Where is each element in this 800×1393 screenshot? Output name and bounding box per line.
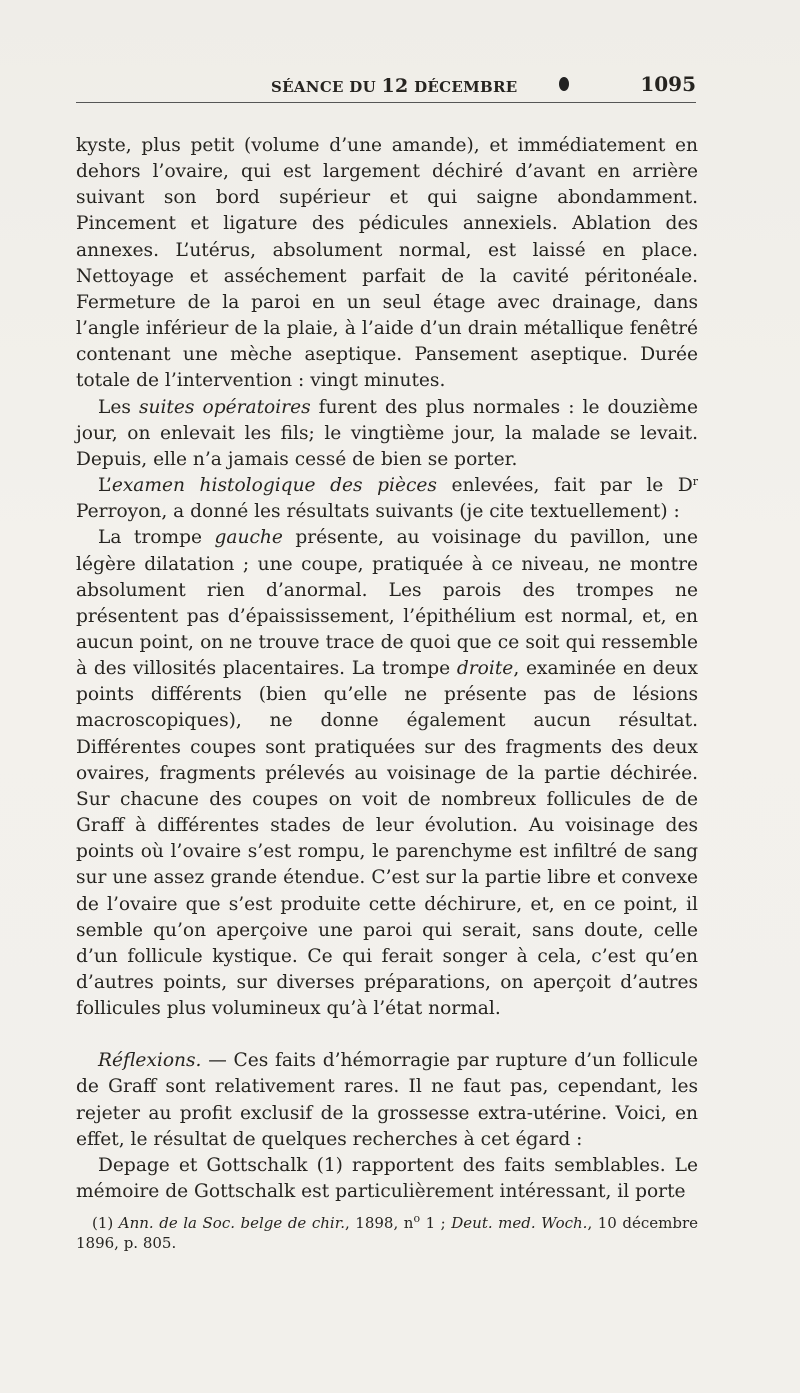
paragraph-4-text-b: présente, au voisinage du pavillon, une légère dilatation ; une coupe, pratiquée à ce niveau, ne montre absolument rien d’anormal. Les parois des trompes ne présentent pas d’épaississement, l’épithélium est normal, et, en aucun point, on ne trouve trace de quoi que ce soit qui ressemble à des villosités placentaires. La trompe — [76, 527, 698, 680]
paragraph-3 — [76, 473, 698, 525]
paragraph-2-emphasis: suites opératoires — [138, 396, 311, 418]
paragraph-5 — [76, 1048, 698, 1153]
paragraph-2-text-b: furent des plus normales : le douzième jour, on enlevait les fils; le vingtième jour, la malade se levait. Depuis, elle n’a jamais cessé de bien se porter. — [76, 396, 698, 470]
header-title — [271, 75, 518, 97]
header-title-pre: SÉANCE DU — [271, 78, 382, 96]
paragraph-3-text-a: L’ — [98, 475, 112, 497]
footnote — [76, 1213, 698, 1253]
body-text — [76, 133, 698, 1205]
paragraph-4-emphasis-2: droite — [456, 658, 514, 680]
paragraph-4-text-a: La trompe — [98, 527, 215, 549]
paragraph-3-text-b: enlevées, fait par le D — [436, 475, 693, 497]
footnote-1 — [76, 1213, 698, 1253]
page-number: 1095 — [640, 72, 696, 96]
footnote-text-c: , 10 décembre 1896, p. 805. — [76, 1214, 698, 1252]
footnote-citation-2: Deut. med. Woch. — [451, 1214, 588, 1232]
paragraph-5-text: — Ces faits d’hémorragie par rupture d’un follicule de Graff sont relativement rares. Il ne faut pas, cependant, les rejeter au profit exclusif de la grossesse extra-utérine. Voici, en effet, le résultat de quelques recherches à cet égard : — [76, 1050, 698, 1150]
header-title-post: DÉCEMBRE — [408, 78, 518, 96]
footnote-citation-1: Ann. de la Soc. belge de chir. — [118, 1214, 345, 1232]
paragraph-3-superscript: r — [692, 475, 698, 489]
header-title-day: 12 — [381, 75, 409, 97]
paragraph-2 — [76, 395, 698, 473]
footnote-superscript: o — [413, 1212, 421, 1225]
footnote-text-b: 1 ; — [420, 1214, 452, 1232]
header-ornament-dot — [559, 77, 569, 91]
paragraph-1: kyste, plus petit (volume d’une amande), et immédiatement en dehors l’ovaire, qui est largement déchiré d’avant en arrière suivant son bord supérieur et qui saigne abondamment. Pincement et ligature des pédicules annexiels. Ablation des annexes. L’utérus, absolument normal, est laissé en place. Nettoyage et asséchement parfait de la cavité péritonéale. Fermeture de la paroi en un seul étage avec drainage, dans l’angle inférieur de la plaie, à l’aide d’un drain métallique fenêtré contenant une mèche aseptique. Pansement aseptique. Durée totale de l’intervention : vingt minutes. — [76, 135, 698, 392]
paragraph-6: Depage et Gottschalk (1) rapportent des faits semblables. Le mémoire de Gottschalk est particulièrement intéressant, il porte — [76, 1154, 698, 1203]
paragraph-5-emphasis: Réflexions. — [98, 1050, 202, 1072]
paragraph-3-emphasis: examen histologique des pièces — [111, 475, 437, 497]
paragraph-4-emphasis-1: gauche — [214, 527, 283, 549]
paragraph-3-text-c: Perroyon, a donné les résultats suivants (je cite textuellement) : — [76, 501, 680, 523]
footnote-marker: (1) — [92, 1214, 119, 1232]
paragraph-4-text-c: , examinée en deux points différents (bien qu’elle ne présente pas de lésions macroscopiques), ne donne également aucun résultat. Différentes coupes sont pratiquées sur des fragments des deux ovaires, fragments prélevés au voisinage de la partie déchirée. Sur chacune des coupes on voit de nombreux follicules de de Graff à différentes stades de leur évolution. Au voisinage des points où l’ovaire s’est rompu, le parenchyme est infiltré de sang sur une assez grande étendue. C’est sur la partie libre et convexe de l’ovaire que s’est produite cette déchirure, et, en ce point, il semble qu’on aperçoive une paroi qui serait, sans doute, celle d’un follicule kystique. Ce qui ferait songer à cela, c’est qu’en d’autres points, sur diverses préparations, on aperçoit d’autres follicules plus volumineux qu’à l’état normal. — [76, 658, 699, 1020]
running-header — [76, 72, 696, 100]
paragraph-4 — [76, 525, 698, 1022]
header-rule — [76, 102, 696, 103]
footnote-text-a: , 1898, n — [344, 1214, 414, 1232]
paragraph-2-text-a: Les — [98, 396, 139, 418]
